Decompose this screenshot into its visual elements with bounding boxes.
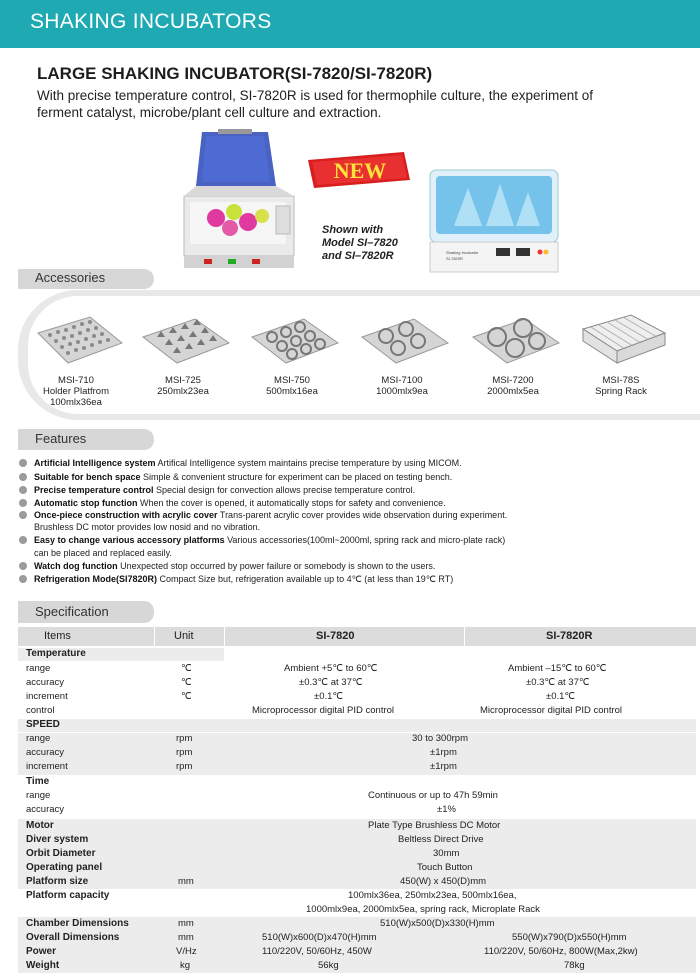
intro-line-2: ferment catalyst, microbe/plant cell culture and extraction. [37, 105, 382, 120]
spec-value: 450(W) x 450(D)mm [400, 876, 487, 887]
feature-title: Artificial Intelligence system [34, 458, 156, 468]
spec-item: range [26, 663, 51, 674]
feature-title: Watch dog function [34, 561, 118, 571]
bullet-icon [19, 499, 27, 507]
spec-section-temperature [18, 648, 224, 661]
specification-heading: Specification [35, 604, 109, 619]
speed-label: SPEED [26, 719, 60, 730]
spec-row [18, 804, 696, 817]
bullet-icon [19, 473, 27, 481]
spec-row-chamber [18, 917, 696, 931]
spec-si-7820r-value: 550(W)x790(D)x550(H)mm [512, 932, 627, 943]
spec-label: Power [26, 946, 57, 957]
feature-title: Easy to change various accessory platforms [34, 535, 225, 545]
spec-unit: rpm [176, 733, 193, 744]
accessory-item-msi-7100 [347, 303, 457, 397]
spec-row-diver [18, 833, 696, 847]
spec-value: 100mlx36ea, 250mlx23ea, 500mlx16ea, [348, 890, 517, 901]
spec-section-time [18, 775, 696, 788]
accessory-model: MSI-710 [58, 375, 94, 386]
accessory-capacity: 1000mlx9ea [376, 386, 428, 397]
spec-label: Motor [26, 820, 54, 831]
spec-value: Plate Type Brushless DC Motor [368, 820, 501, 831]
spec-si-7820-value: ±0.3℃ at 37℃ [299, 677, 363, 688]
col-si-7820r: SI-7820R [546, 630, 593, 642]
accessory-model: MSI-7100 [381, 375, 423, 386]
accessory-item-msi-7200 [458, 303, 568, 397]
spec-unit: ℃ [181, 691, 192, 702]
specification-tab [18, 601, 154, 623]
bullet-icon [19, 459, 27, 467]
spec-label: Platform size [26, 876, 89, 887]
section-header-bar [0, 0, 700, 48]
accessory-item-msi-78s [566, 303, 676, 397]
product-title: LARGE SHAKING INCUBATOR(SI-7820/SI-7820R) [37, 64, 433, 83]
features-heading: Features [35, 431, 87, 446]
feature-item [19, 574, 453, 585]
spec-si-7820-value: 56kg [318, 960, 339, 971]
accessory-desc: Spring Rack [595, 386, 647, 397]
bullet-icon [19, 575, 27, 583]
spec-value: 30mm [433, 848, 460, 859]
spec-value: ±1rpm [430, 761, 457, 772]
accessory-desc: Holder Platfrom [43, 386, 109, 397]
accessory-capacity: 500mlx16ea [266, 386, 318, 397]
spec-label: Chamber Dimensions [26, 918, 129, 929]
msi-7100-platform-image [352, 303, 452, 373]
spec-item: increment [26, 691, 68, 702]
spec-item: accuracy [26, 804, 65, 815]
spec-label: Overall Dimensions [26, 932, 120, 943]
spec-si-7820-value: Microprocessor digital PID control [252, 705, 395, 716]
accessory-capacity: 2000mlx5ea [487, 386, 539, 397]
spec-row [18, 663, 696, 676]
spec-si-7820r-value: Ambient –15℃ to 60℃ [508, 663, 607, 674]
col-unit: Unit [174, 630, 194, 642]
spec-section-speed [18, 719, 696, 732]
msi-725-platform-image [133, 303, 233, 373]
spec-label: Weight [26, 960, 60, 971]
spec-row [18, 705, 696, 718]
spec-label: Platform capacity [26, 890, 110, 901]
accessory-capacity: 100mlx36ea [50, 397, 102, 408]
spec-row-orbit [18, 847, 696, 861]
spec-value: 30 to 300rpm [412, 733, 468, 744]
si-7820-incubator-image [176, 126, 302, 272]
product-intro [37, 87, 667, 121]
spec-unit: mm [178, 932, 194, 943]
feature-title: Suitable for bench space [34, 472, 141, 482]
msi-7200-platform-image [463, 303, 563, 373]
feature-text: Simple & convenient structure for experiment can be placed on testing bench. [140, 472, 453, 482]
caption-line-3: and SI–7820R [322, 250, 394, 262]
spec-row-overall [18, 931, 696, 945]
spec-unit: V/Hz [176, 946, 197, 957]
time-label: Time [26, 776, 50, 787]
col-si-7820: SI-7820 [316, 630, 355, 642]
spec-row [18, 677, 696, 690]
spec-si-7820-value: ±0.1℃ [314, 691, 344, 702]
feature-item [19, 472, 452, 483]
feature-item [19, 561, 435, 572]
spec-unit: rpm [176, 747, 193, 758]
spec-row-platform-size [18, 875, 696, 889]
col-items: Items [44, 630, 71, 642]
accessory-model: MSI-725 [165, 375, 201, 386]
spec-label: Diver system [26, 834, 89, 845]
feature-text: Trans-parent acrylic cover provides wide observation during experiment. [217, 510, 508, 520]
device-label-line-2: SI-7820R [446, 256, 463, 261]
intro-line-1: With precise temperature control, SI-7820R is used for thermophile culture, the experiment of [37, 88, 594, 103]
accessory-item-msi-725 [128, 303, 238, 397]
spec-row [18, 747, 696, 761]
accessories-tab [18, 269, 154, 289]
bullet-icon [19, 511, 27, 519]
spec-value: Touch Button [417, 862, 473, 873]
spec-row [18, 733, 696, 747]
spec-unit: ℃ [181, 677, 192, 688]
spec-item: increment [26, 761, 68, 772]
spec-value: 510(W)x500(D)x330(H)mm [380, 918, 495, 929]
spec-si-7820-value: Ambient +5℃ to 60℃ [284, 663, 378, 674]
feature-continuation: can be placed and replaced easily. [34, 548, 172, 558]
spec-si-7820r-value: 78kg [564, 960, 585, 971]
accessories-heading: Accessories [35, 270, 106, 285]
accessory-item-msi-750 [237, 303, 347, 397]
spec-item: accuracy [26, 747, 65, 758]
spec-value: ±1% [437, 804, 456, 815]
spec-si-7820-value: 110/220V, 50/60Hz, 450W [262, 946, 372, 957]
new-badge-text: NEW [333, 158, 387, 183]
spec-row-power [18, 945, 696, 959]
spec-si-7820r-value: 110/220V, 50/60Hz, 800W(Max,2kw) [484, 946, 638, 957]
feature-item [19, 510, 507, 521]
spec-unit: rpm [176, 761, 193, 772]
feature-title: Once-piece construction with acrylic cover [34, 510, 218, 520]
spec-item: range [26, 790, 51, 801]
caption-line-1: Shown with [322, 224, 384, 236]
feature-text: Various accessories(100ml~2000ml, spring rack and micro-plate rack) [224, 535, 506, 545]
spec-value: ±1rpm [430, 747, 457, 758]
spec-si-7820-value: 510(W)x600(D)x470(H)mm [262, 932, 377, 943]
spec-si-7820r-value: Microprocessor digital PID control [480, 705, 623, 716]
spec-unit: mm [178, 918, 194, 929]
spec-row-platform-capacity [18, 889, 696, 917]
spec-row [18, 790, 696, 803]
new-badge [304, 150, 414, 190]
accessory-capacity: 250mlx23ea [157, 386, 209, 397]
msi-750-platform-image [242, 303, 342, 373]
feature-item [19, 535, 505, 546]
temperature-label: Temperature [26, 648, 86, 659]
accessory-model: MSI-78S [602, 375, 640, 386]
spec-label: Orbit Diameter [26, 848, 96, 859]
spec-si-7820r-value: ±0.3℃ at 37℃ [526, 677, 590, 688]
spec-unit: mm [178, 876, 194, 887]
si-7820r-incubator-image [424, 162, 564, 278]
bullet-icon [19, 562, 27, 570]
features-tab [18, 429, 154, 450]
spec-item: accuracy [26, 677, 65, 688]
spec-row [18, 691, 696, 704]
accessory-model: MSI-750 [274, 375, 310, 386]
feature-text: Artifical Intelligence system maintains precise temperature by using MICOM. [155, 458, 462, 468]
spec-label: Operating panel [26, 862, 103, 873]
feature-text: Compact Size but, refrigeration available up to 4℃ (at less than 19℃ RT) [157, 574, 454, 584]
spec-unit: kg [180, 960, 191, 971]
feature-text: Unexpected stop occurred by power failure or somebody is shown to the users. [117, 561, 436, 571]
spec-row [18, 761, 696, 775]
section-title: SHAKING INCUBATORS [30, 10, 272, 33]
msi-78s-spring-rack-image [571, 303, 671, 373]
spec-header-row [18, 627, 696, 646]
device-label-line-1: Shaking Incubator [446, 250, 479, 255]
msi-710-platform-image [26, 303, 126, 373]
spec-unit: ℃ [181, 663, 192, 674]
spec-si-7820r-value: ±0.1℃ [546, 691, 576, 702]
feature-text: When the cover is opened, it automatically stops for safety and convenience. [137, 498, 446, 508]
spec-row-motor [18, 819, 696, 833]
spec-value: Continuous or up to 47h 59min [368, 790, 498, 801]
spec-value: Beltless Direct Drive [398, 834, 484, 845]
feature-title: Refrigeration Mode(SI7820R) [34, 574, 158, 584]
image-caption [322, 224, 398, 263]
feature-item [19, 498, 446, 509]
bullet-icon [19, 536, 27, 544]
spec-row-panel [18, 861, 696, 875]
bullet-icon [19, 486, 27, 494]
feature-title: Precise temperature control [34, 485, 154, 495]
spec-value: 1000mlx9ea, 2000mlx5ea, spring rack, Microplate Rack [306, 904, 540, 915]
spec-item: range [26, 733, 51, 744]
feature-continuation: Brushless DC motor provides low nosid and no vibration. [34, 522, 261, 532]
feature-title: Automatic stop function [34, 498, 138, 508]
feature-item [19, 458, 462, 469]
feature-text: Special design for convection allows precise temperature control. [153, 485, 416, 495]
spec-row-weight [18, 959, 696, 973]
caption-line-2: Model SI–7820 [322, 237, 398, 249]
accessory-item-msi-710 [21, 303, 131, 408]
accessory-model: MSI-7200 [492, 375, 534, 386]
spec-item: control [26, 705, 55, 716]
feature-item [19, 485, 415, 496]
